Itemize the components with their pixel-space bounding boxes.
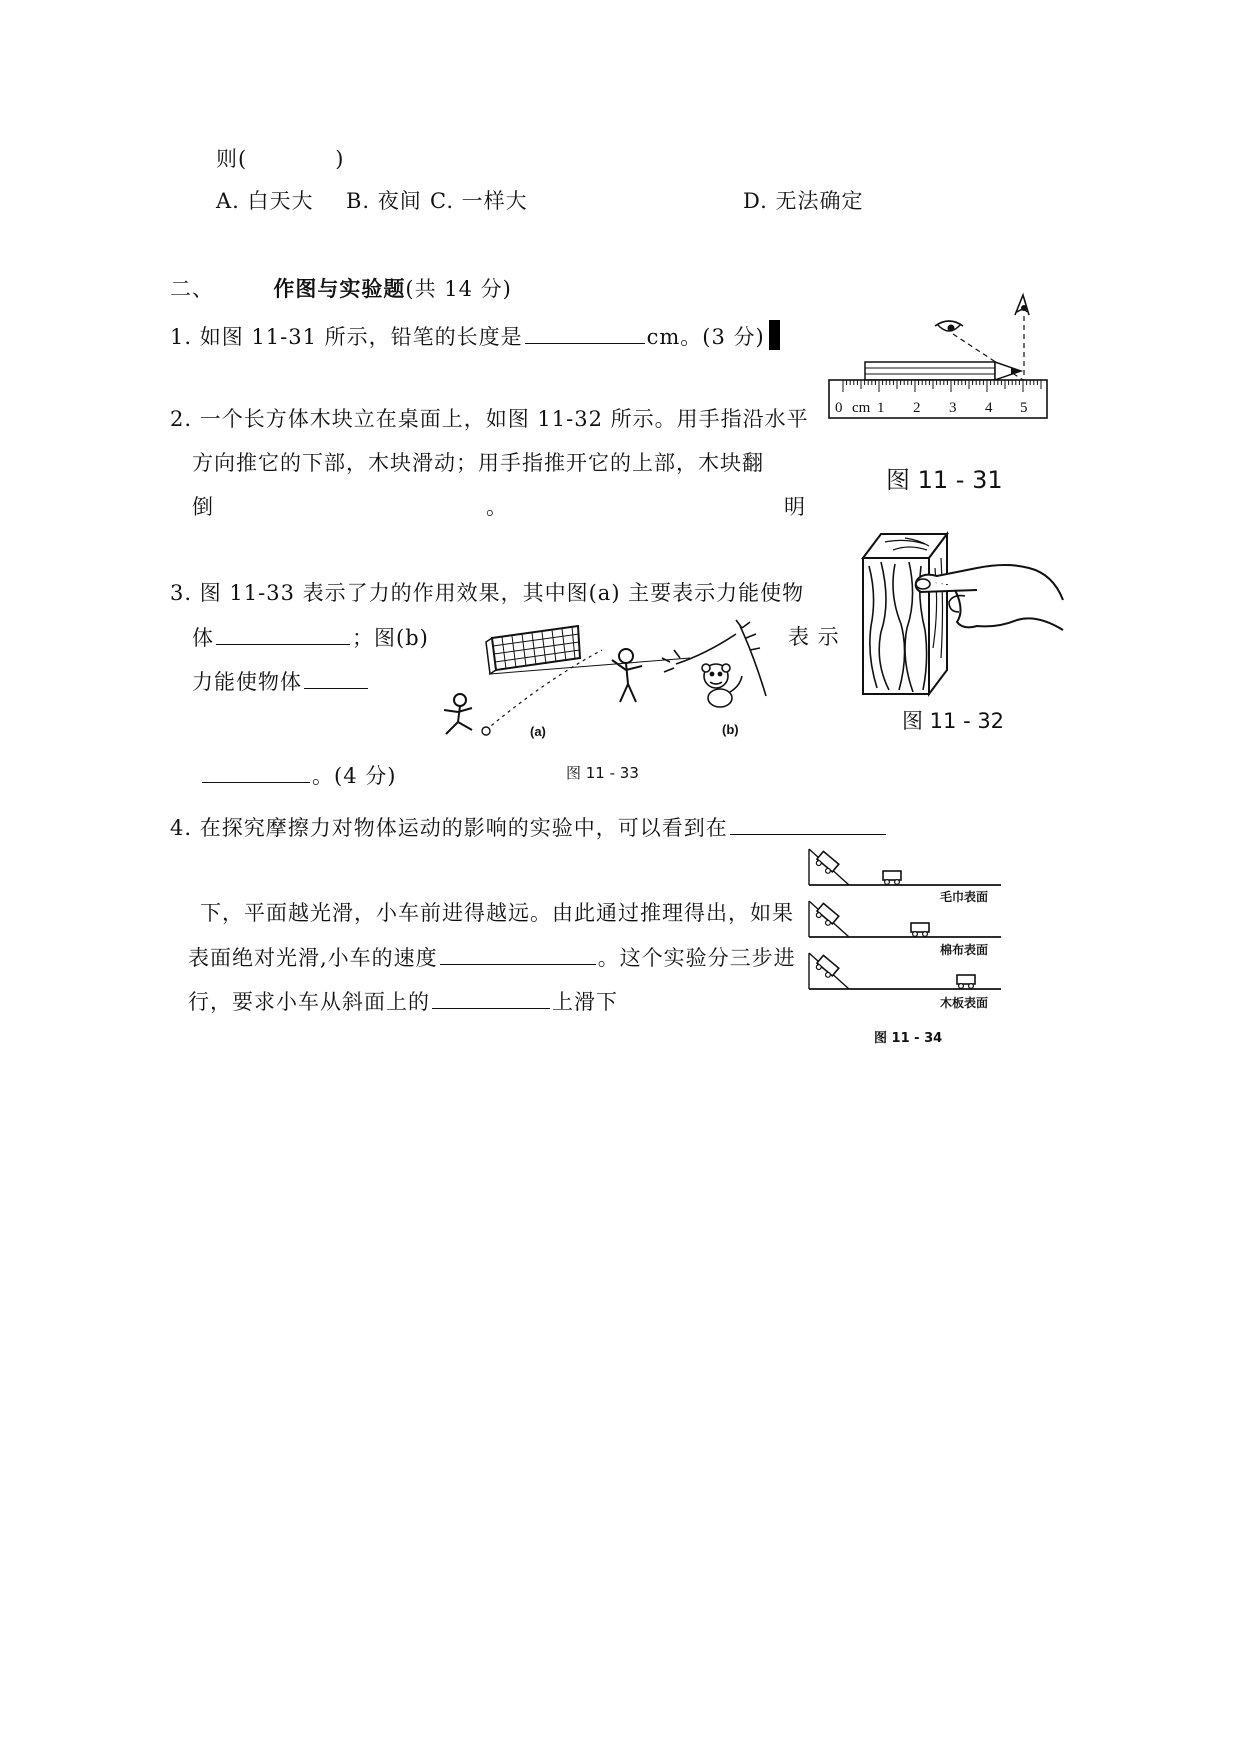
figure-caption-11-31: 图 11 - 31 [886,466,1003,494]
section-title: 作图与实验题 [273,276,406,301]
cart-icon-1-end [883,871,901,884]
force-effects-figure [430,618,770,748]
q4-line-3 [188,944,796,971]
q1-answer-blank[interactable] [525,323,645,344]
surface-label-cotton: 棉布表面 [940,943,989,957]
monkey-icon [702,664,742,707]
q4-line-1 [170,814,888,841]
q1-post: cm。(3 分) [646,325,765,349]
wooden-block-figure [855,528,1067,700]
cart-icon-3-end [957,975,975,988]
q3-line-2-right: 表 示 [788,625,840,649]
q2-line-3-left: 倒 [192,495,214,519]
option-b: B. 夜间 [346,189,422,213]
ruler-pencil-figure [825,290,1055,425]
q3-line-3-text: 力能使物体 [192,670,302,694]
q3-line-2-pre: 体 [192,626,214,650]
stem-text: 则( [216,147,248,171]
player-kicker [444,694,472,734]
q3-blank-2[interactable] [304,668,368,689]
figure-caption-11-33: 图 11 - 33 [566,764,639,782]
pencil-shape [865,362,1021,380]
q3-blank-3[interactable] [202,762,310,783]
surface-label-towel: 毛巾表面 [940,890,989,904]
q4-line-3-post: 。这个实验分三步进 [597,946,796,970]
q2-line-3-right: 明 [784,495,806,519]
label-b: (b) [722,722,739,737]
cart-icon-2-end [911,923,929,936]
ruler-label-3: 3 [949,400,957,416]
eye-icon-left [935,321,963,332]
q4-line-3-pre: 表面绝对光滑,小车的速度 [188,946,438,970]
section-number: 二、 [170,277,214,301]
section-heading [170,276,512,302]
option-c: C. 一样大 [430,189,528,213]
q3-blank-1[interactable] [216,624,350,645]
wooden-block [863,534,947,694]
ruler-label-1: 1 [877,400,885,416]
q4-line-1-text: 4. 在探究摩擦力对物体运动的影响的实验中，可以看到在 [170,816,728,840]
goal-net [486,626,580,674]
q4-line-4 [188,988,618,1015]
player-goalkeeper [612,649,642,702]
prev-question-stem [216,146,344,172]
ruler-label-5: 5 [1020,400,1028,416]
label-a: (a) [530,724,546,739]
q3-line-4-post: 。(4 分) [312,764,397,788]
q4-blank-1[interactable] [730,814,886,835]
q3-line-2 [192,624,429,651]
q4-blank-2[interactable] [440,944,596,965]
figure-caption-11-34: 图 11 - 34 [874,1031,943,1046]
q3-line-4 [200,762,396,789]
ruler-label-0: 0 [835,400,843,416]
ruler-label-2: 2 [913,400,921,416]
q2-line-2: 方向推它的下部，木块滑动；用手指推开它的上部，木块翻 [192,451,764,475]
eye-icon-right [1015,295,1029,315]
q1-pre: 1. 如图 11-31 所示，铅笔的长度是 [170,325,523,349]
ruler-label-cm: cm [852,400,871,416]
incline-towel [809,849,1001,885]
stem-close: ) [335,147,345,171]
incline-wood [809,953,1001,989]
q3-line-2-mid: ；图(b) [352,626,429,650]
q2-line-3-mid: 。 [486,495,508,519]
q1-text [170,320,780,350]
incline-cotton [809,901,1001,937]
text-cursor [769,320,780,350]
option-d: D. 无法确定 [743,189,864,213]
q3-line-3 [192,668,370,695]
ruler-label-4: 4 [985,400,993,416]
q4-blank-3[interactable] [432,988,550,1009]
q3-line-1: 3. 图 11-33 表示了力的作用效果，其中图(a) 主要表示力能使物 [170,581,805,605]
q4-line-4-post: 上滑下 [552,990,618,1014]
q4-line-4-pre: 行，要求小车从斜面上的 [188,990,430,1014]
option-a: A. 白天大 [216,189,314,213]
surface-label-wood: 木板表面 [940,996,989,1010]
section-score: (共 14 分) [405,277,512,301]
q2-line-1: 2. 一个长方体木块立在桌面上，如图 11-32 所示。用手指沿水平 [170,407,809,431]
figure-caption-11-32: 图 11 - 32 [902,709,1005,733]
q4-line-2: 下，平面越光滑，小车前进得越远。由此通过推理得出，如果 [200,901,794,925]
